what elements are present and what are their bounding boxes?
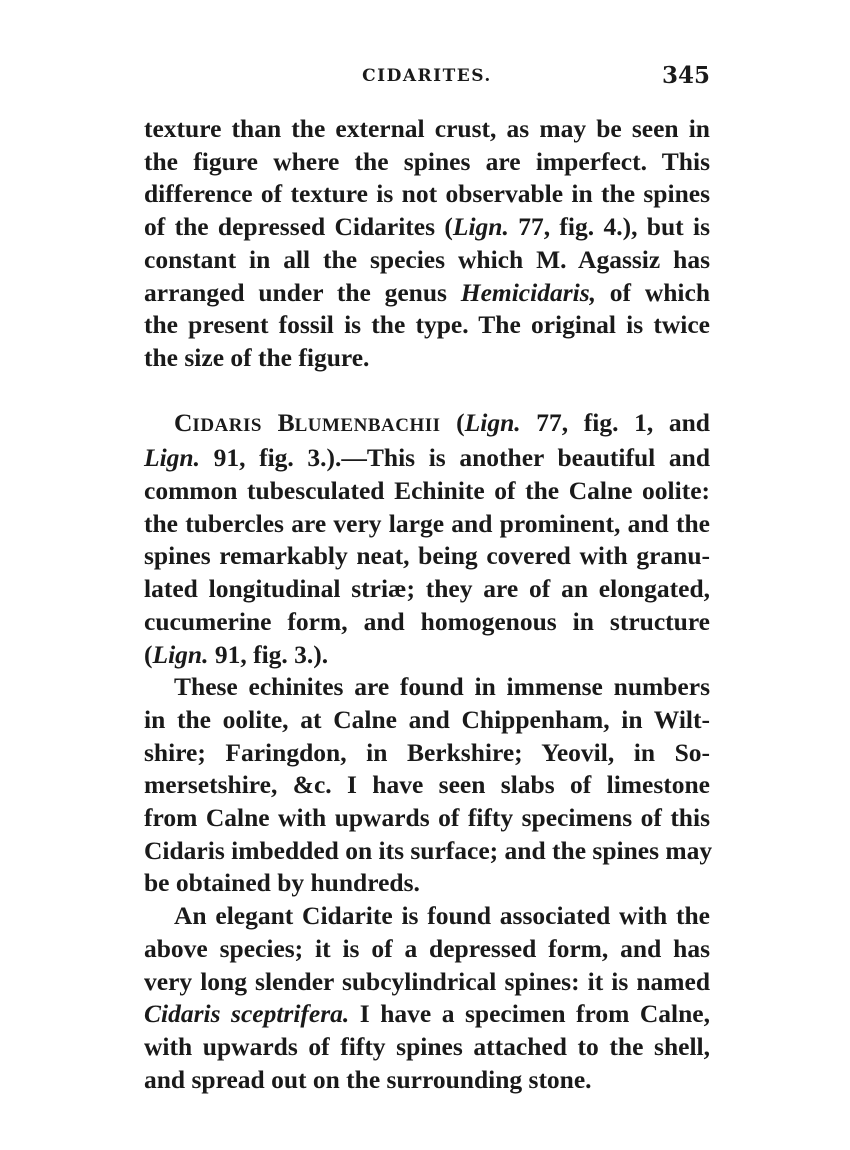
- text-line: common tubesculated Echinite of the Calne oolite:: [144, 476, 710, 506]
- text-line: in the oolite, at Calne and Chippenham, in Wilt-: [144, 704, 710, 734]
- running-head: [144, 62, 710, 96]
- text-line: the present fossil is the type. The original is twice: [144, 310, 710, 340]
- page-number: 345: [661, 62, 710, 89]
- book-page: [144, 62, 713, 1096]
- text-line: constant in all the species which M. Agassiz has: [144, 244, 710, 274]
- text-line: cucumerine form, and homogenous in structure: [144, 606, 710, 636]
- paragraph-1: [144, 113, 710, 375]
- text-line: very long slender subcylindrical spines: it is named: [144, 966, 710, 996]
- paragraph-2: [144, 407, 710, 672]
- text-line: the tubercles are very large and prominent, and the: [144, 508, 710, 538]
- text-line: above species; it is of a depressed form, and has: [144, 933, 710, 963]
- text-line: of the depressed Cidarites (Lign. 77, fig. 4.), but is: [144, 212, 710, 242]
- paragraph-3: [144, 671, 713, 900]
- paragraph-4: [144, 900, 710, 1096]
- body-text: [144, 113, 713, 1096]
- text-line: difference of texture is not observable in the spines: [144, 179, 710, 209]
- text-line: the figure where the spines are imperfect. This: [144, 146, 710, 176]
- text-line: spines remarkably neat, being covered with granu-: [144, 541, 710, 571]
- text-line: the size of the figure.: [144, 342, 370, 372]
- text-line: (Lign. 91, fig. 3.).: [144, 639, 329, 669]
- text-line: These echinites are found in immense numbers: [174, 672, 710, 702]
- text-line: be obtained by hundreds.: [144, 868, 420, 898]
- text-line: Lign. 91, fig. 3.).—This is another beautiful and: [144, 443, 710, 473]
- species-name: CIDARIS BLUMENBACHII: [174, 407, 441, 437]
- text-line: An elegant Cidarite is found associated with the: [174, 901, 710, 931]
- text-line: shire; Faringdon, in Berkshire; Yeovil, in So-: [144, 737, 710, 767]
- text-line: Cidaris imbedded on its surface; and the spines may: [144, 835, 713, 865]
- text-line: mersetshire, &c. I have seen slabs of limestone: [144, 770, 710, 800]
- running-title: CIDARITES.: [362, 66, 492, 86]
- text-line: with upwards of fifty spines attached to the shell,: [144, 1031, 710, 1061]
- text-line: arranged under the genus Hemicidaris, of which: [144, 277, 710, 307]
- text-line: Cidaris sceptrifera. I have a specimen from Calne,: [144, 999, 710, 1029]
- text-line: lated longitudinal striæ; they are of an elongated,: [144, 574, 710, 604]
- text-line: texture than the external crust, as may be seen in: [144, 114, 710, 143]
- text-line: from Calne with upwards of fifty specimens of this: [144, 803, 710, 833]
- text-line: and spread out on the surrounding stone.: [144, 1064, 592, 1094]
- paragraph-gap: [144, 375, 710, 407]
- text-line: CIDARIS BLUMENBACHII (Lign. 77, fig. 1, and: [174, 407, 710, 437]
